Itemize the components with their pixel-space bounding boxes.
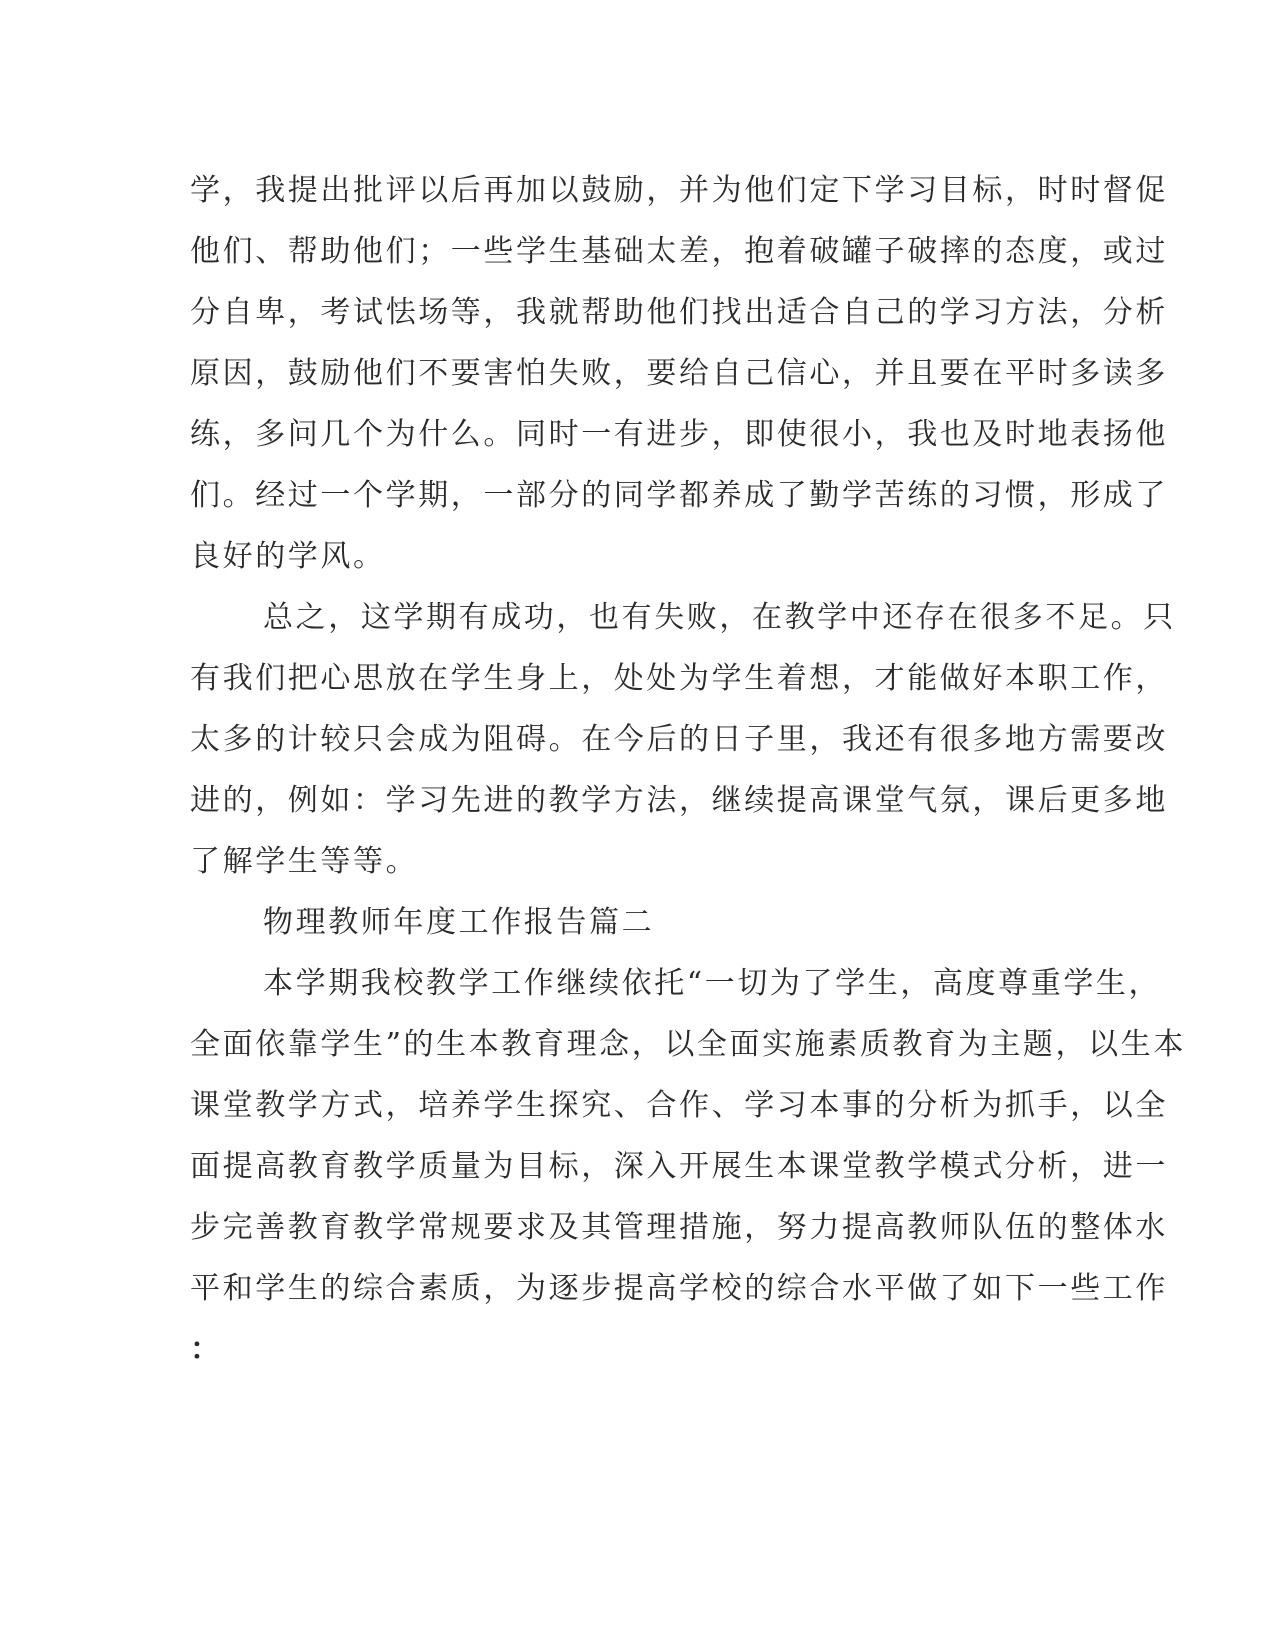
paragraph-line: 良好的学风。 (190, 539, 386, 574)
paragraph-line: 练，多问几个为什么。同时一有进步，即使很小，我也及时地表扬他 (190, 417, 1168, 452)
paragraph-line: 了解学生等等。 (190, 844, 419, 879)
paragraph-line: 学，我提出批评以后再加以鼓励，并为他们定下学习目标，时时督促 (190, 173, 1168, 208)
paragraph-line: 全面依靠学生”的生本教育理念，以全面实施素质教育为主题，以生本 (190, 1027, 1186, 1062)
document-body (190, 160, 1186, 1380)
section-heading-text: 物理教师年度工作报告篇二 (263, 905, 655, 940)
paragraph-line: 进的，例如：学习先进的教学方法，继续提高课堂气氛，课后更多地 (190, 783, 1168, 818)
paragraph-line: 总之，这学期有成功，也有失败，在教学中还存在很多不足。只 (263, 600, 1176, 635)
paragraph-line: 本学期我校教学工作继续依托“一切为了学生，高度尊重学生， (263, 966, 1162, 1001)
paragraph-line: 们。经过一个学期，一部分的同学都养成了勤学苦练的习惯，形成了 (190, 478, 1168, 513)
paragraph-3 (190, 953, 1186, 1380)
paragraph-line: 分自卑，考试怯场等，我就帮助他们找出适合自己的学习方法，分析 (190, 295, 1168, 330)
section-heading (190, 892, 1070, 953)
paragraph-2 (190, 587, 1176, 892)
paragraph-line: 步完善教育教学常规要求及其管理措施，努力提高教师队伍的整体水 (190, 1210, 1168, 1245)
paragraph-line: ： (190, 1332, 220, 1367)
paragraph-1 (190, 160, 1168, 587)
paragraph-line: 太多的计较只会成为阻碍。在今后的日子里，我还有很多地方需要改 (190, 722, 1168, 757)
paragraph-line: 课堂教学方式，培养学生探究、合作、学习本事的分析为抓手，以全 (190, 1088, 1168, 1123)
paragraph-line: 面提高教育教学质量为目标，深入开展生本课堂教学模式分析，进一 (190, 1149, 1168, 1184)
paragraph-line: 他们、帮助他们；一些学生基础太差，抱着破罐子破摔的态度，或过 (190, 234, 1168, 269)
paragraph-line: 平和学生的综合素质，为逐步提高学校的综合水平做了如下一些工作 (190, 1271, 1168, 1306)
paragraph-line: 有我们把心思放在学生身上，处处为学生着想，才能做好本职工作， (190, 661, 1168, 696)
paragraph-line: 原因，鼓励他们不要害怕失败，要给自己信心，并且要在平时多读多 (190, 356, 1168, 391)
